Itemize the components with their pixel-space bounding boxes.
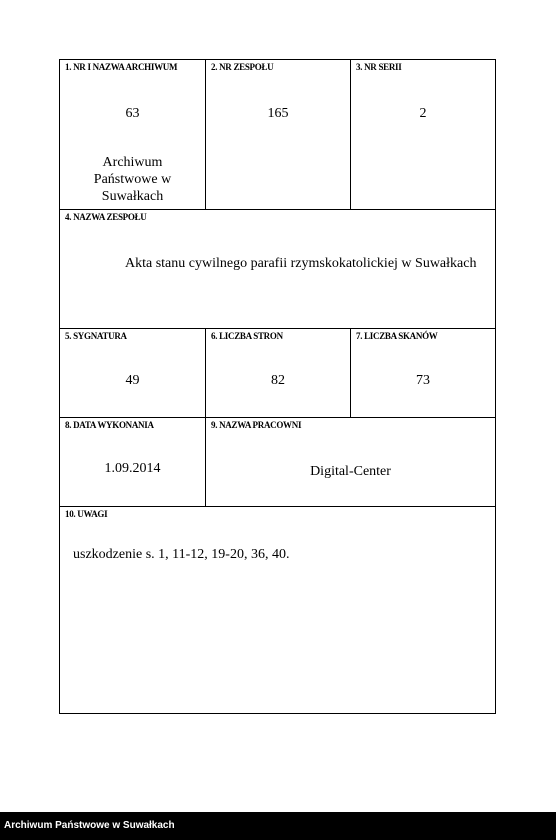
- studio-cell: [206, 418, 495, 506]
- archive-label: 1. NR I NAZWA ARCHIWUM: [65, 62, 178, 72]
- fonds-number-label: 2. NR ZESPOŁU: [211, 62, 274, 72]
- fonds-name-label: 4. NAZWA ZESPOŁU: [65, 212, 147, 222]
- notes-cell: [60, 507, 495, 713]
- fonds-number-cell: [206, 60, 350, 209]
- signature-value: 49: [125, 373, 140, 388]
- footer-text: Archiwum Państwowe w Suwałkach: [4, 820, 175, 831]
- studio-value: Digital-Center: [310, 464, 391, 479]
- footer-bar: [0, 812, 556, 840]
- page-count-cell: [206, 329, 350, 417]
- signature-label: 5. SYGNATURA: [65, 331, 127, 341]
- scan-count-cell: [351, 329, 495, 417]
- fonds-name-cell: [60, 210, 495, 328]
- date-value: 1.09.2014: [104, 461, 161, 476]
- scan-count-label: 7. LICZBA SKANÓW: [356, 331, 438, 341]
- date-label: 8. DATA WYKONANIA: [65, 420, 154, 430]
- page-count-value: 82: [271, 373, 285, 388]
- date-cell: [60, 418, 205, 506]
- page-count-label: 6. LICZBA STRON: [211, 331, 283, 341]
- notes-value: uszkodzenie s. 1, 11-12, 19-20, 36, 40.: [73, 547, 290, 562]
- series-number-cell: [351, 60, 495, 209]
- scan-count-value: 73: [416, 373, 430, 388]
- notes-label: 10. UWAGI: [65, 509, 108, 519]
- fonds-number-value: 165: [267, 106, 289, 121]
- series-number-label: 3. NR SERII: [356, 62, 402, 72]
- studio-label: 9. NAZWA PRACOWNI: [211, 420, 302, 430]
- signature-cell: [60, 329, 205, 417]
- metadata-form: [59, 59, 496, 714]
- archive-cell: [60, 60, 205, 209]
- archive-name: Archiwum Państwowe w Suwałkach: [93, 155, 172, 204]
- archive-number: 63: [125, 106, 140, 121]
- series-number-value: 2: [419, 106, 427, 121]
- fonds-name-value: Akta stanu cywilnego parafii rzymskokatolickiej w Suwałkach: [125, 256, 477, 271]
